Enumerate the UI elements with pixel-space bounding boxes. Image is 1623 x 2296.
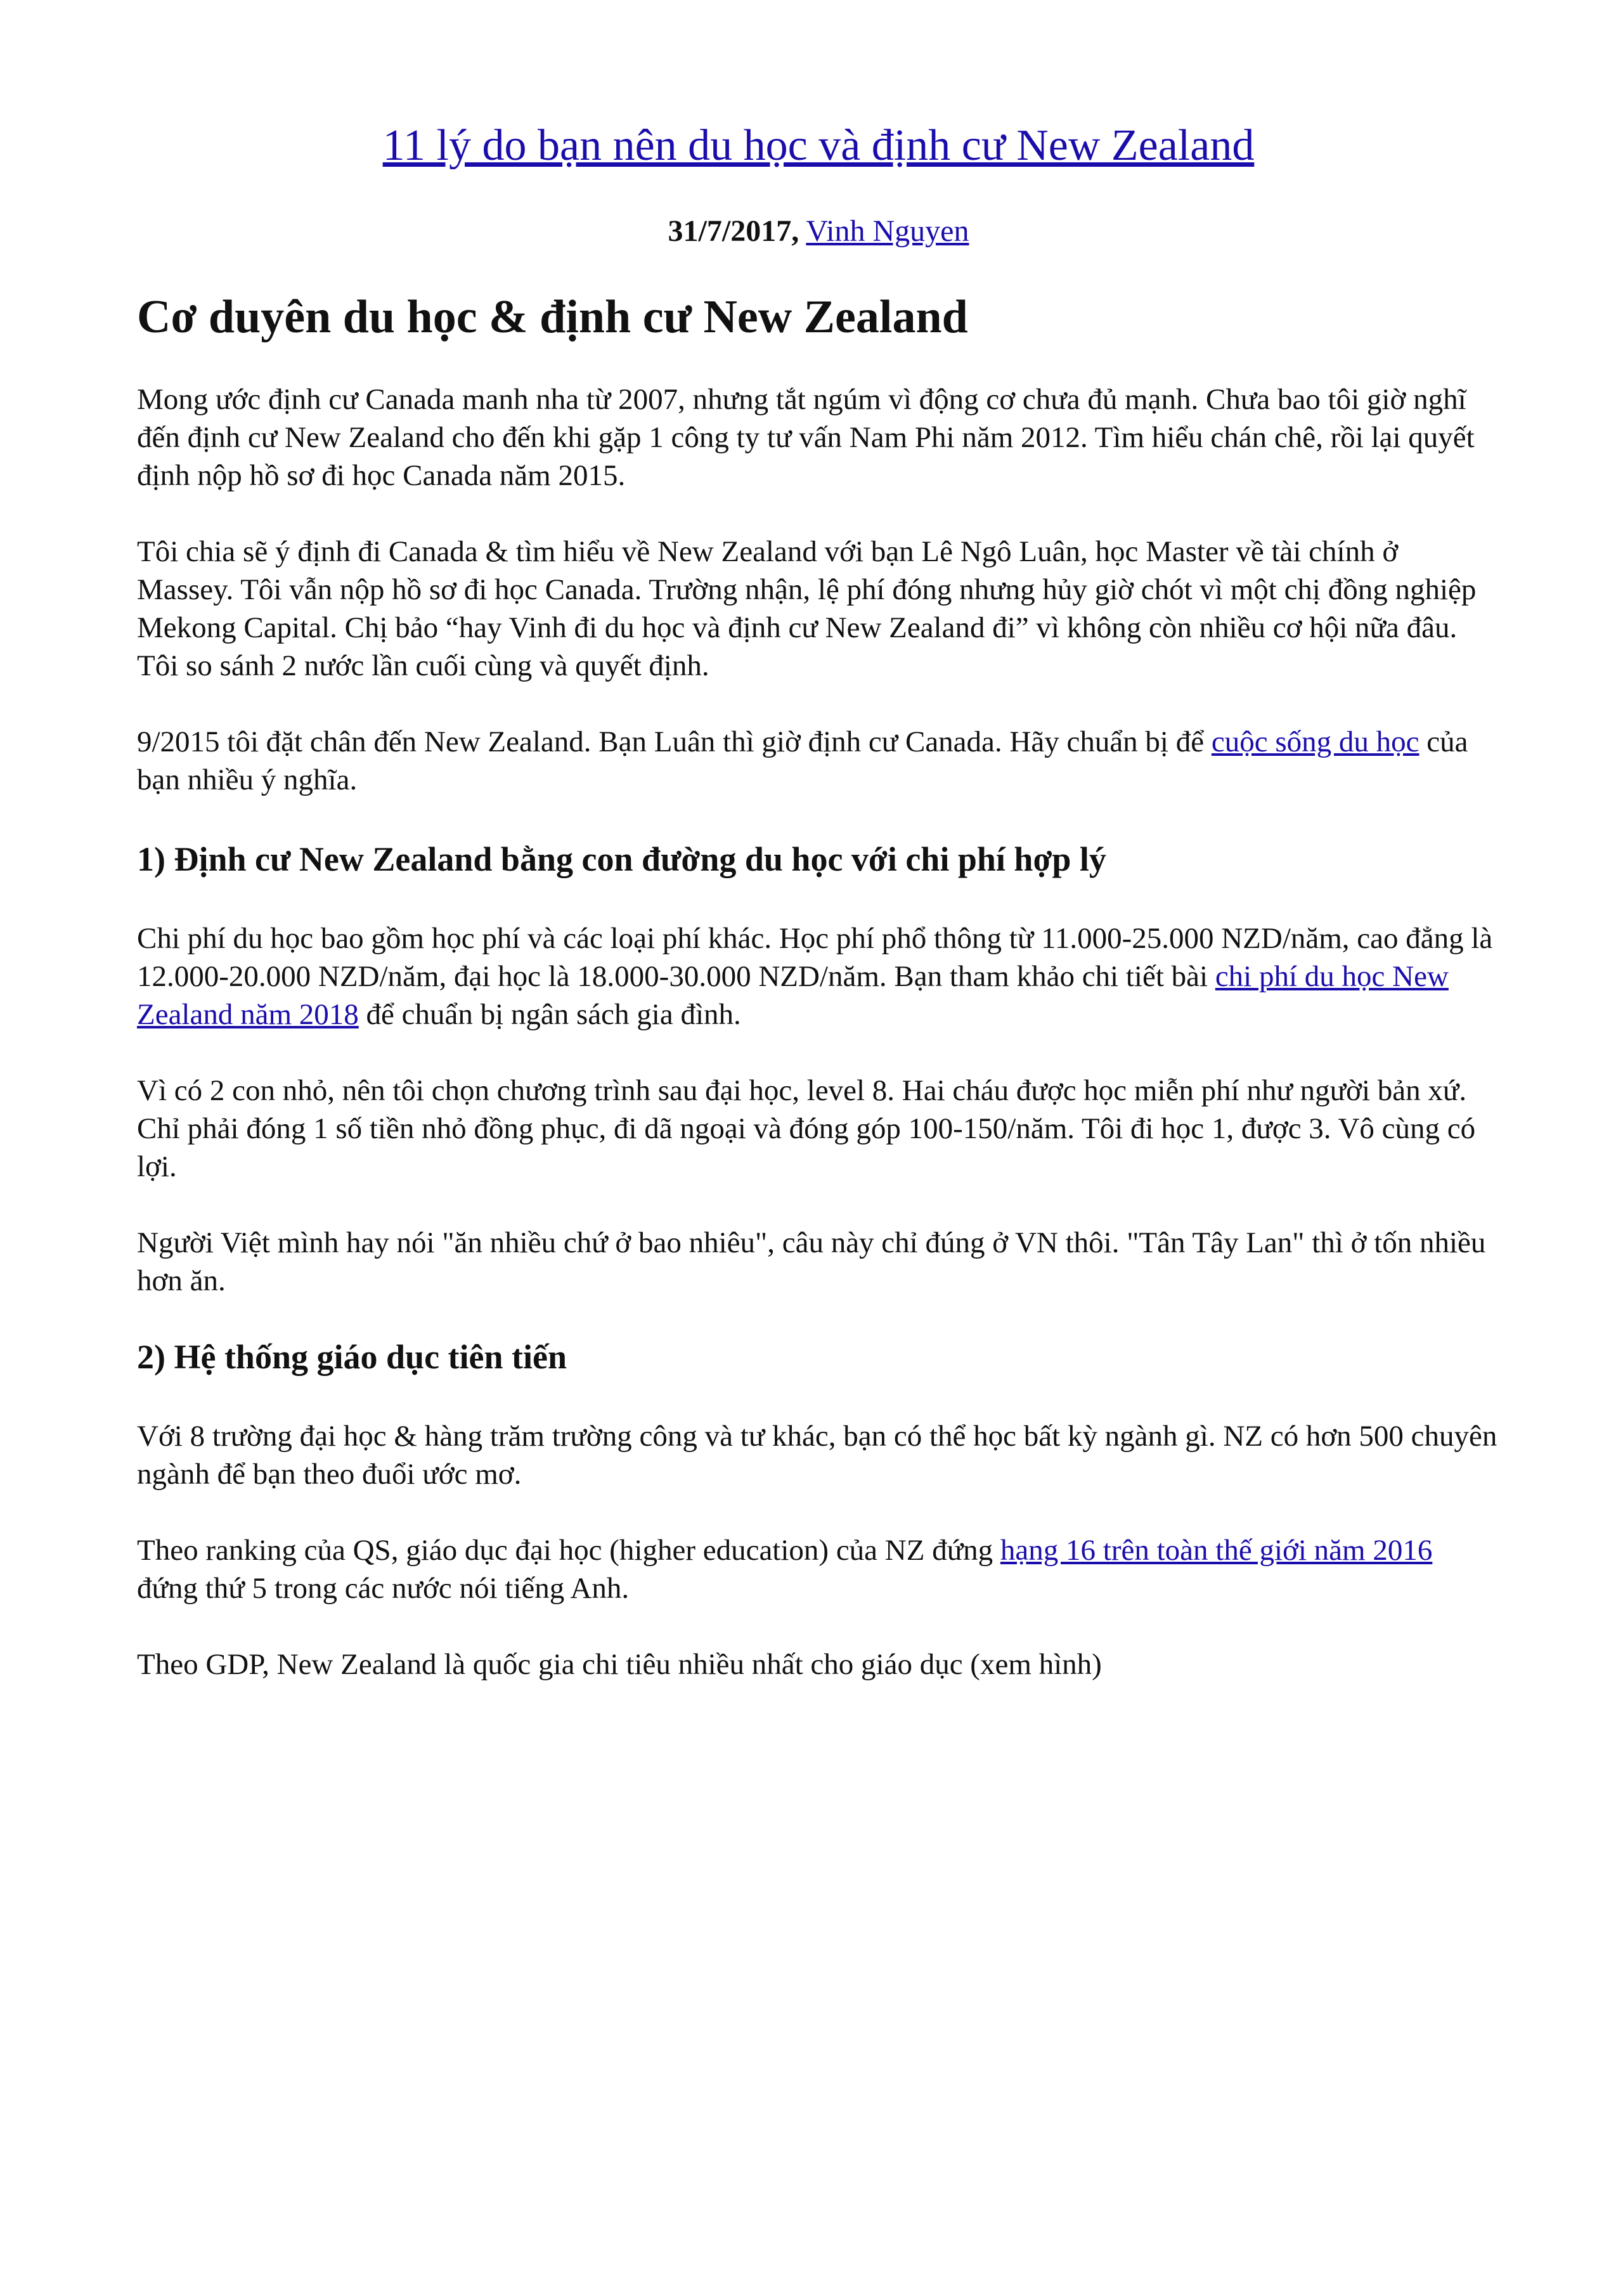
- paragraph: [137, 919, 1500, 1034]
- paragraph-text: đứng thứ 5 trong các nước nói tiếng Anh.: [137, 1572, 630, 1605]
- paragraph-text: để chuẩn bị ngân sách gia đình.: [358, 998, 741, 1031]
- study-life-link[interactable]: cuộc sống du học: [1211, 725, 1419, 758]
- article-date: 31/7/2017,: [668, 214, 799, 248]
- section-heading-1: 1) Định cư New Zealand bằng con đường du học với chi phí hợp lý: [137, 840, 1106, 878]
- article-meta: [137, 209, 1500, 254]
- paragraph-text: Chi phí du học bao gồm học phí và các loại phí khác. Học phí phổ thông từ 11.000-25.000 NZD/năm, cao đẳng là 12.000-20.000 NZD/năm, đại học là 18.000-30.000 NZD/năm. Bạn tham khảo chi tiết bài: [137, 922, 1493, 993]
- paragraph: Tôi chia sẽ ý định đi Canada & tìm hiểu về New Zealand với bạn Lê Ngô Luân, học Master về tài chính ở Massey. Tôi vẫn nộp hồ sơ đi học Canada. Trường nhận, lệ phí đóng nhưng hủy giờ chót vì một chị đồng nghiệp Mekong Capital. Chị bảo “hay Vinh đi du học và định cư New Zealand đi” vì không còn nhiều cơ hội nữa đâu. Tôi so sánh 2 nước lần cuối cùng và quyết định.: [137, 535, 1477, 682]
- article-title: [137, 114, 1500, 178]
- article-title-link[interactable]: 11 lý do bạn nên du học và định cư New Zealand: [382, 121, 1255, 170]
- section-heading-main: Cơ duyên du học & định cư New Zealand: [137, 291, 968, 343]
- section-heading-2: 2) Hệ thống giáo dục tiên tiến: [137, 1338, 567, 1376]
- paragraph: Mong ước định cư Canada manh nha từ 2007, nhưng tắt ngúm vì động cơ chưa đủ mạnh. Chưa bao tôi giờ nghĩ đến định cư New Zealand cho đến khi gặp 1 công ty tư vấn Nam Phi năm 2012. Tìm hiểu chán chê, rồi lại quyết định nộp hồ sơ đi học Canada năm 2015.: [137, 383, 1475, 492]
- study-cost-link[interactable]: chi phí du học New Zealand năm 2018: [137, 960, 1449, 1031]
- paragraph: [137, 723, 1500, 799]
- paragraph: [137, 1531, 1500, 1607]
- paragraph-text: của bạn nhiều ý nghĩa.: [137, 725, 1468, 796]
- paragraph: Người Việt mình hay nói "ăn nhiều chứ ở bao nhiêu", câu này chỉ đúng ở VN thôi. "Tân Tây Lan" thì ở tốn nhiều hơn ăn.: [137, 1226, 1486, 1297]
- paragraph-text: Theo ranking của QS, giáo dục đại học (higher education) của NZ đứng: [137, 1534, 1000, 1567]
- paragraph: Theo GDP, New Zealand là quốc gia chi tiêu nhiều nhất cho giáo dục (xem hình): [137, 1648, 1102, 1681]
- paragraph-text: 9/2015 tôi đặt chân đến New Zealand. Bạn Luân thì giờ định cư Canada. Hãy chuẩn bị để: [137, 725, 1212, 758]
- ranking-link[interactable]: hạng 16 trên toàn thế giới năm 2016: [1000, 1534, 1433, 1567]
- paragraph: Với 8 trường đại học & hàng trăm trường công và tư khác, bạn có thể học bất kỳ ngành gì. NZ có hơn 500 chuyên ngành để bạn theo đuổi ước mơ.: [137, 1420, 1497, 1491]
- paragraph: Vì có 2 con nhỏ, nên tôi chọn chương trình sau đại học, level 8. Hai cháu được học miễn phí như người bản xứ. Chỉ phải đóng 1 số tiền nhỏ đồng phục, đi dã ngoại và đóng góp 100-150/năm. Tôi đi học 1, được 3. Vô cùng có lợi.: [137, 1074, 1476, 1183]
- author-link[interactable]: Vinh Nguyen: [806, 214, 969, 248]
